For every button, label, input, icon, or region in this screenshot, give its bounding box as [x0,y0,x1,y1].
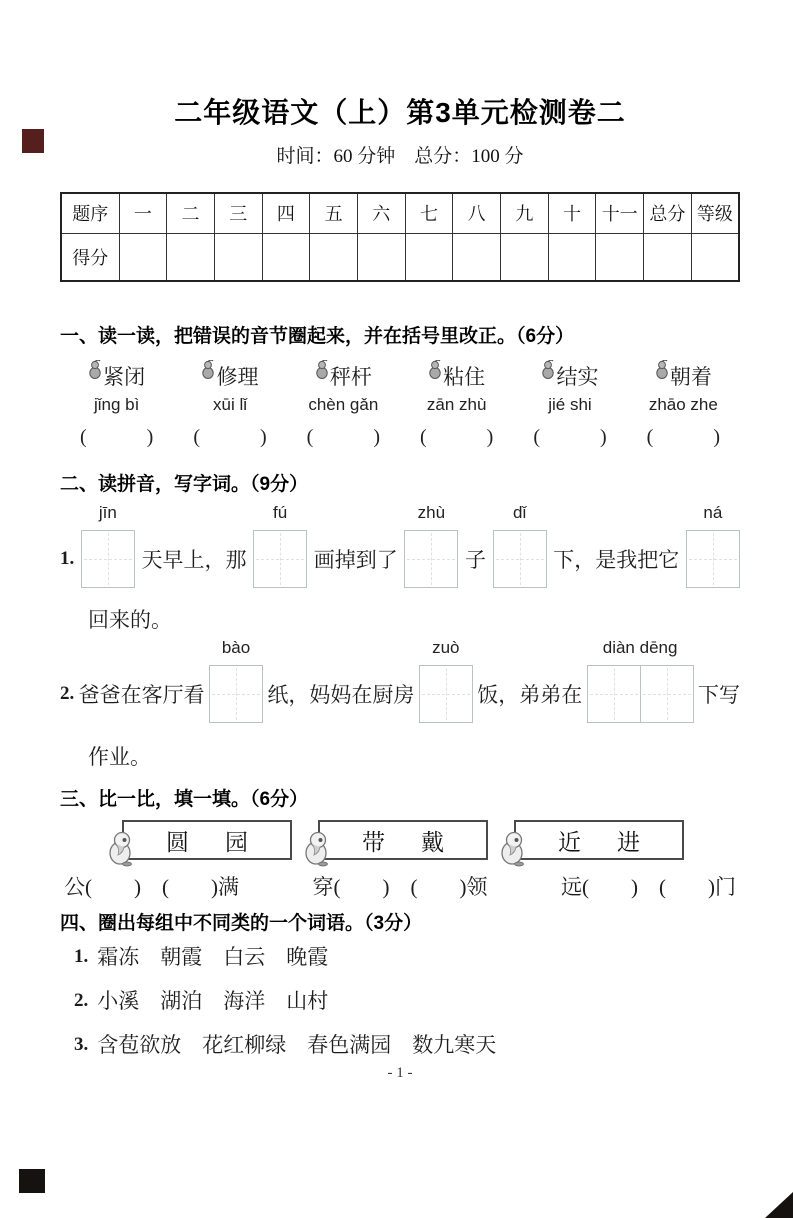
answer-paren[interactable]: ( ) [533,426,607,448]
pair-char-b: 进 [617,829,640,855]
score-col: 总分 [644,193,692,233]
fill-blanks-row [60,873,740,901]
sentence-text: 爸爸在客厅看 [78,683,205,707]
fill-group[interactable]: 公( ) ( )满 [64,875,239,899]
word-pinyin[interactable]: chèn gǎn [308,395,379,414]
sentence-2-row [60,638,740,723]
score-cell[interactable] [167,233,215,281]
item-number: 3. [74,1034,89,1055]
writing-box[interactable] [81,530,135,588]
writing-box[interactable] [493,530,547,588]
score-cell[interactable] [644,233,692,281]
sentence-text: 饭，弟弟在 [477,683,583,707]
score-cell[interactable] [357,233,405,281]
writing-slot [404,503,458,588]
compare-pairs-row [60,819,740,861]
answer-paren[interactable]: ( ) [646,426,720,448]
score-col: 十 [548,193,596,233]
page-title: 二年级语文（上）第3单元检测卷二 [174,97,626,128]
word-item [428,364,485,390]
scan-artifact-mark [765,1192,793,1218]
sentence-1-row [60,503,740,588]
score-cell[interactable] [405,233,453,281]
word-item [655,364,712,390]
score-col: 十一 [596,193,644,233]
item-words[interactable]: 霜冻 朝霞 白云 晚霞 [97,945,329,969]
pair-char-a: 带 [362,829,385,855]
word-item [88,364,145,390]
word-text: 粘住 [443,365,486,389]
fill-group[interactable]: 穿( ) ( )领 [312,875,488,899]
score-col: 三 [214,193,262,233]
compare-pair-box [122,820,292,860]
gourd-icon [541,360,555,380]
writing-box[interactable] [209,665,263,723]
pinyin-label: ná [703,503,723,522]
pinyin-label: bào [221,638,251,657]
score-cell[interactable] [310,233,358,281]
score-col: 五 [310,193,358,233]
answer-paren[interactable]: ( ) [80,426,154,448]
sentence-text: 子 [465,548,486,572]
item-words[interactable]: 含苞欲放 花红柳绿 春色满园 数九寒天 [97,1033,497,1057]
word-pinyin[interactable]: jǐng bì [93,395,140,414]
scan-artifact-mark [19,1169,45,1193]
score-col: 六 [357,193,405,233]
sentence-text: 下写 [697,683,740,707]
item-number: 2. [74,990,89,1011]
word-text: 秤杆 [329,365,372,389]
score-col: 等级 [691,193,739,233]
word-pinyin[interactable]: zān zhù [426,395,487,414]
word-item [201,364,258,390]
word-item [541,364,598,390]
gourd-icon [428,360,442,380]
score-col: 四 [262,193,310,233]
writing-slot [686,503,740,588]
score-table [60,192,740,282]
pair-char-b: 园 [225,829,248,855]
writing-box[interactable] [253,530,307,588]
score-col: 一 [119,193,167,233]
pair-char-b: 戴 [421,829,444,855]
gourd-icon [315,360,329,380]
sentence-continuation: 回来的。 [88,608,172,632]
compare-pair-box [514,820,684,860]
score-cell[interactable] [691,233,739,281]
item-number: 1. [74,946,89,967]
writing-box[interactable] [419,665,473,723]
word-text: 修理 [216,365,259,389]
pinyin-label: diàn dēng [602,638,678,657]
mascot-icon [107,831,135,867]
sentence-text: 天早上，那 [141,548,247,572]
sentence-text: 纸，妈妈在厨房 [267,683,415,707]
score-cell[interactable] [453,233,501,281]
section1-heading: 一、读一读，把错误的音节圈起来，并在括号里改正。（6分） [60,326,575,347]
writing-slot [209,638,263,723]
score-col: 七 [405,193,453,233]
word-text: 结实 [556,365,599,389]
word-pinyin[interactable]: zhāo zhe [648,395,718,414]
fill-group[interactable]: 远( ) ( )门 [561,875,736,899]
compare-pair-box [318,820,488,860]
writing-slot [81,503,135,588]
item-words[interactable]: 小溪 湖泊 海洋 山村 [97,989,329,1013]
section2-heading: 二、读拼音，写字词。（9分） [60,474,309,495]
score-cell[interactable] [596,233,644,281]
score-table-score-row [61,233,739,281]
writing-slot [419,638,473,723]
word-text: 朝着 [669,365,712,389]
answer-paren[interactable]: ( ) [420,426,494,448]
sentence-continuation: 作业。 [88,745,151,769]
score-col: 九 [501,193,549,233]
page-number: - 1 - [387,1065,413,1081]
word-pinyin[interactable]: jié shi [548,395,592,414]
writing-box[interactable] [640,665,694,723]
score-col: 二 [167,193,215,233]
word-item [315,364,372,390]
pinyin-label: dǐ [513,503,527,522]
gourd-icon [655,360,669,380]
section4-heading: 四、圈出每组中不同类的一个词语。（3分） [60,913,423,934]
score-table-header-row [61,193,739,233]
score-cell[interactable] [214,233,262,281]
gourd-icon [88,360,102,380]
pinyin-label: zhù [417,503,446,522]
pinyin-label: fú [273,503,288,522]
section3-heading: 三、比一比，填一填。（6分） [60,789,309,810]
gourd-icon [201,360,215,380]
score-table-label-tixu: 题序 [61,193,119,233]
pinyin-label: jīn [98,503,117,522]
answer-paren[interactable]: ( ) [306,426,380,448]
writing-slot [253,503,307,588]
word-group-item [74,987,740,1015]
sentence-number: 1. [60,548,75,569]
worksheet-page [0,96,793,1218]
sentence-text: 画掉到了 [313,548,398,572]
scan-artifact-mark [22,129,44,153]
answer-paren[interactable]: ( ) [193,426,267,448]
mascot-icon [499,831,527,867]
score-cell[interactable] [262,233,310,281]
section1-word-list [60,364,740,452]
word-group-item [74,943,740,971]
score-cell[interactable] [548,233,596,281]
writing-box[interactable] [404,530,458,588]
sentence-number: 2. [60,683,75,704]
score-table-label-defen: 得分 [61,233,119,281]
word-pinyin[interactable]: xūi lǐ [212,395,247,414]
writing-box[interactable] [587,665,641,723]
sentence-text: 下，是我把它 [553,548,680,572]
writing-slot-double [587,638,694,723]
score-cell[interactable] [501,233,549,281]
mascot-icon [303,831,331,867]
time-total-line: 时间：60 分钟 总分：100 分 [276,146,524,167]
pair-char-a: 近 [558,829,581,855]
score-col: 八 [453,193,501,233]
pair-char-a: 圆 [166,829,189,855]
writing-slot [493,503,547,588]
pinyin-label: zuò [432,638,460,657]
word-text: 紧闭 [103,365,146,389]
score-cell[interactable] [119,233,167,281]
word-group-item [74,1031,740,1059]
writing-box[interactable] [686,530,740,588]
